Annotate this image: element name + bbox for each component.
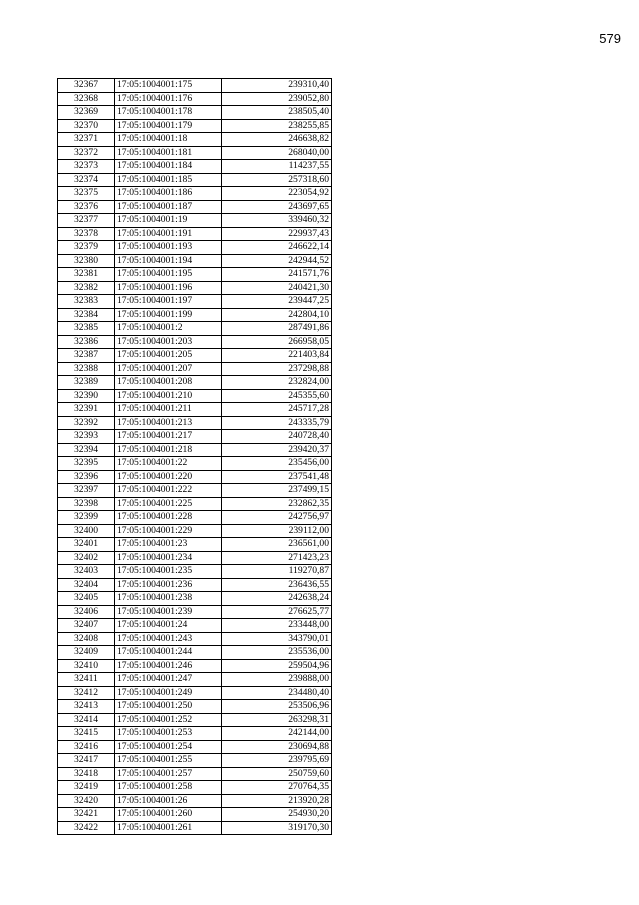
row-number-cell: 32391: [58, 403, 115, 417]
value-cell: 241571,76: [222, 268, 332, 282]
cadastral-number-cell: 17:05:1004001:238: [115, 592, 222, 606]
row-number-cell: 32377: [58, 214, 115, 228]
value-cell: 239795,69: [222, 754, 332, 768]
cadastral-number-cell: 17:05:1004001:258: [115, 781, 222, 795]
value-cell: 268040,00: [222, 146, 332, 160]
row-number-cell: 32374: [58, 173, 115, 187]
row-number-cell: 32402: [58, 551, 115, 565]
value-cell: 239052,80: [222, 92, 332, 106]
cadastral-number-cell: 17:05:1004001:261: [115, 821, 222, 835]
cadastral-number-cell: 17:05:1004001:211: [115, 403, 222, 417]
value-cell: 223054,92: [222, 187, 332, 201]
value-cell: 254930,20: [222, 808, 332, 822]
cadastral-number-cell: 17:05:1004001:24: [115, 619, 222, 633]
value-cell: 253506,96: [222, 700, 332, 714]
cadastral-number-cell: 17:05:1004001:207: [115, 362, 222, 376]
table-row: [58, 254, 332, 268]
row-number-cell: 32379: [58, 241, 115, 255]
table-row: [58, 106, 332, 120]
value-cell: 287491,86: [222, 322, 332, 336]
cadastral-number-cell: 17:05:1004001:186: [115, 187, 222, 201]
table-row: [58, 146, 332, 160]
value-cell: 232862,35: [222, 497, 332, 511]
row-number-cell: 32398: [58, 497, 115, 511]
cadastral-number-cell: 17:05:1004001:249: [115, 686, 222, 700]
value-cell: 257318,60: [222, 173, 332, 187]
cadastral-number-cell: 17:05:1004001:18: [115, 133, 222, 147]
value-cell: 235456,00: [222, 457, 332, 471]
row-number-cell: 32418: [58, 767, 115, 781]
row-number-cell: 32368: [58, 92, 115, 106]
cadastral-number-cell: 17:05:1004001:239: [115, 605, 222, 619]
table-row: [58, 740, 332, 754]
row-number-cell: 32376: [58, 200, 115, 214]
row-number-cell: 32370: [58, 119, 115, 133]
row-number-cell: 32397: [58, 484, 115, 498]
table-row: [58, 754, 332, 768]
table-row: [58, 511, 332, 525]
row-number-cell: 32371: [58, 133, 115, 147]
cadastral-number-cell: 17:05:1004001:2: [115, 322, 222, 336]
value-cell: 239112,00: [222, 524, 332, 538]
cadastral-number-cell: 17:05:1004001:197: [115, 295, 222, 309]
value-cell: 242944,52: [222, 254, 332, 268]
value-cell: 242638,24: [222, 592, 332, 606]
row-number-cell: 32381: [58, 268, 115, 282]
table-row: [58, 119, 332, 133]
cadastral-number-cell: 17:05:1004001:22: [115, 457, 222, 471]
table-row: [58, 592, 332, 606]
row-number-cell: 32403: [58, 565, 115, 579]
cadastral-number-cell: 17:05:1004001:235: [115, 565, 222, 579]
row-number-cell: 32422: [58, 821, 115, 835]
value-cell: 263298,31: [222, 713, 332, 727]
value-cell: 243335,79: [222, 416, 332, 430]
row-number-cell: 32390: [58, 389, 115, 403]
value-cell: 213920,28: [222, 794, 332, 808]
cadastral-number-cell: 17:05:1004001:187: [115, 200, 222, 214]
row-number-cell: 32411: [58, 673, 115, 687]
value-cell: 237541,48: [222, 470, 332, 484]
table-row: [58, 578, 332, 592]
table-body: [58, 79, 332, 835]
row-number-cell: 32384: [58, 308, 115, 322]
table-row: [58, 322, 332, 336]
table-row: [58, 673, 332, 687]
value-cell: 239447,25: [222, 295, 332, 309]
row-number-cell: 32388: [58, 362, 115, 376]
value-cell: 243697,65: [222, 200, 332, 214]
table-row: [58, 443, 332, 457]
row-number-cell: 32380: [58, 254, 115, 268]
table-row: [58, 794, 332, 808]
table-row: [58, 632, 332, 646]
value-cell: 242804,10: [222, 308, 332, 322]
row-number-cell: 32396: [58, 470, 115, 484]
value-cell: 270764,35: [222, 781, 332, 795]
row-number-cell: 32386: [58, 335, 115, 349]
value-cell: 230694,88: [222, 740, 332, 754]
row-number-cell: 32405: [58, 592, 115, 606]
table-row: [58, 362, 332, 376]
value-cell: 238255,85: [222, 119, 332, 133]
table-row: [58, 403, 332, 417]
value-cell: 266958,05: [222, 335, 332, 349]
cadastral-number-cell: 17:05:1004001:222: [115, 484, 222, 498]
table-row: [58, 268, 332, 282]
row-number-cell: 32378: [58, 227, 115, 241]
row-number-cell: 32367: [58, 79, 115, 93]
value-cell: 234480,40: [222, 686, 332, 700]
row-number-cell: 32414: [58, 713, 115, 727]
row-number-cell: 32387: [58, 349, 115, 363]
cadastral-number-cell: 17:05:1004001:244: [115, 646, 222, 660]
value-cell: 235536,00: [222, 646, 332, 660]
row-number-cell: 32413: [58, 700, 115, 714]
table-row: [58, 281, 332, 295]
row-number-cell: 32383: [58, 295, 115, 309]
row-number-cell: 32375: [58, 187, 115, 201]
cadastral-number-cell: 17:05:1004001:196: [115, 281, 222, 295]
cadastral-number-cell: 17:05:1004001:195: [115, 268, 222, 282]
row-number-cell: 32409: [58, 646, 115, 660]
cadastral-number-cell: 17:05:1004001:255: [115, 754, 222, 768]
table-row: [58, 416, 332, 430]
row-number-cell: 32420: [58, 794, 115, 808]
row-number-cell: 32419: [58, 781, 115, 795]
cadastral-number-cell: 17:05:1004001:243: [115, 632, 222, 646]
row-number-cell: 32395: [58, 457, 115, 471]
cadastral-number-cell: 17:05:1004001:257: [115, 767, 222, 781]
table-row: [58, 727, 332, 741]
value-cell: 343790,01: [222, 632, 332, 646]
cadastral-number-cell: 17:05:1004001:217: [115, 430, 222, 444]
table-row: [58, 457, 332, 471]
table-row: [58, 92, 332, 106]
row-number-cell: 32385: [58, 322, 115, 336]
cadastral-number-cell: 17:05:1004001:181: [115, 146, 222, 160]
cadastral-number-cell: 17:05:1004001:23: [115, 538, 222, 552]
row-number-cell: 32408: [58, 632, 115, 646]
cadastral-number-cell: 17:05:1004001:236: [115, 578, 222, 592]
table-row: [58, 619, 332, 633]
page-number: 579: [599, 31, 621, 46]
value-cell: 246622,14: [222, 241, 332, 255]
cadastral-number-cell: 17:05:1004001:218: [115, 443, 222, 457]
cadastral-number-cell: 17:05:1004001:193: [115, 241, 222, 255]
cadastral-number-cell: 17:05:1004001:199: [115, 308, 222, 322]
cadastral-number-cell: 17:05:1004001:234: [115, 551, 222, 565]
cadastral-number-cell: 17:05:1004001:178: [115, 106, 222, 120]
row-number-cell: 32401: [58, 538, 115, 552]
cadastral-number-cell: 17:05:1004001:253: [115, 727, 222, 741]
cadastral-number-cell: 17:05:1004001:210: [115, 389, 222, 403]
cadastral-number-cell: 17:05:1004001:254: [115, 740, 222, 754]
row-number-cell: 32372: [58, 146, 115, 160]
value-cell: 238505,40: [222, 106, 332, 120]
table-row: [58, 565, 332, 579]
table-row: [58, 241, 332, 255]
value-cell: 221403,84: [222, 349, 332, 363]
table-row: [58, 335, 332, 349]
table-row: [58, 214, 332, 228]
value-cell: 232824,00: [222, 376, 332, 390]
table-row: [58, 470, 332, 484]
value-cell: 259504,96: [222, 659, 332, 673]
value-cell: 245717,28: [222, 403, 332, 417]
value-cell: 242756,97: [222, 511, 332, 525]
row-number-cell: 32382: [58, 281, 115, 295]
cadastral-number-cell: 17:05:1004001:205: [115, 349, 222, 363]
data-table: [57, 78, 332, 835]
table-row: [58, 308, 332, 322]
row-number-cell: 32373: [58, 160, 115, 174]
value-cell: 119270,87: [222, 565, 332, 579]
value-cell: 242144,00: [222, 727, 332, 741]
value-cell: 239310,40: [222, 79, 332, 93]
value-cell: 246638,82: [222, 133, 332, 147]
cadastral-number-cell: 17:05:1004001:208: [115, 376, 222, 390]
row-number-cell: 32412: [58, 686, 115, 700]
table-row: [58, 430, 332, 444]
table-row: [58, 497, 332, 511]
cadastral-number-cell: 17:05:1004001:194: [115, 254, 222, 268]
value-cell: 236561,00: [222, 538, 332, 552]
row-number-cell: 32393: [58, 430, 115, 444]
cadastral-number-cell: 17:05:1004001:26: [115, 794, 222, 808]
cadastral-number-cell: 17:05:1004001:175: [115, 79, 222, 93]
row-number-cell: 32407: [58, 619, 115, 633]
value-cell: 240728,40: [222, 430, 332, 444]
row-number-cell: 32392: [58, 416, 115, 430]
cadastral-number-cell: 17:05:1004001:19: [115, 214, 222, 228]
value-cell: 339460,32: [222, 214, 332, 228]
value-cell: 114237,55: [222, 160, 332, 174]
cadastral-number-cell: 17:05:1004001:203: [115, 335, 222, 349]
table-row: [58, 133, 332, 147]
value-cell: 237499,15: [222, 484, 332, 498]
table-row: [58, 79, 332, 93]
table-row: [58, 173, 332, 187]
cadastral-number-cell: 17:05:1004001:176: [115, 92, 222, 106]
value-cell: 250759,60: [222, 767, 332, 781]
table-row: [58, 821, 332, 835]
table-row: [58, 227, 332, 241]
table-row: [58, 524, 332, 538]
value-cell: 271423,23: [222, 551, 332, 565]
table-row: [58, 349, 332, 363]
table-row: [58, 659, 332, 673]
cadastral-number-cell: 17:05:1004001:252: [115, 713, 222, 727]
row-number-cell: 32415: [58, 727, 115, 741]
table-row: [58, 200, 332, 214]
value-cell: 240421,30: [222, 281, 332, 295]
table-row: [58, 484, 332, 498]
value-cell: 236436,55: [222, 578, 332, 592]
row-number-cell: 32406: [58, 605, 115, 619]
cadastral-number-cell: 17:05:1004001:228: [115, 511, 222, 525]
table-row: [58, 160, 332, 174]
value-cell: 237298,88: [222, 362, 332, 376]
table-row: [58, 686, 332, 700]
row-number-cell: 32389: [58, 376, 115, 390]
cadastral-number-cell: 17:05:1004001:247: [115, 673, 222, 687]
table-row: [58, 376, 332, 390]
value-cell: 239888,00: [222, 673, 332, 687]
cadastral-number-cell: 17:05:1004001:184: [115, 160, 222, 174]
cadastral-number-cell: 17:05:1004001:250: [115, 700, 222, 714]
cadastral-number-cell: 17:05:1004001:220: [115, 470, 222, 484]
cadastral-number-cell: 17:05:1004001:229: [115, 524, 222, 538]
table-row: [58, 538, 332, 552]
value-cell: 239420,37: [222, 443, 332, 457]
table-row: [58, 781, 332, 795]
row-number-cell: 32394: [58, 443, 115, 457]
cadastral-number-cell: 17:05:1004001:179: [115, 119, 222, 133]
value-cell: 276625,77: [222, 605, 332, 619]
row-number-cell: 32369: [58, 106, 115, 120]
table-row: [58, 713, 332, 727]
row-number-cell: 32404: [58, 578, 115, 592]
cadastral-number-cell: 17:05:1004001:260: [115, 808, 222, 822]
cadastral-number-cell: 17:05:1004001:246: [115, 659, 222, 673]
table-row: [58, 646, 332, 660]
cadastral-number-cell: 17:05:1004001:185: [115, 173, 222, 187]
value-cell: 245355,60: [222, 389, 332, 403]
table-row: [58, 767, 332, 781]
value-cell: 319170,30: [222, 821, 332, 835]
table-row: [58, 605, 332, 619]
cadastral-number-cell: 17:05:1004001:191: [115, 227, 222, 241]
value-cell: 229937,43: [222, 227, 332, 241]
value-cell: 233448,00: [222, 619, 332, 633]
table-row: [58, 187, 332, 201]
table-row: [58, 295, 332, 309]
row-number-cell: 32410: [58, 659, 115, 673]
row-number-cell: 32417: [58, 754, 115, 768]
cadastral-number-cell: 17:05:1004001:225: [115, 497, 222, 511]
table-row: [58, 551, 332, 565]
row-number-cell: 32399: [58, 511, 115, 525]
table-row: [58, 700, 332, 714]
row-number-cell: 32400: [58, 524, 115, 538]
row-number-cell: 32421: [58, 808, 115, 822]
table-row: [58, 389, 332, 403]
row-number-cell: 32416: [58, 740, 115, 754]
table-row: [58, 808, 332, 822]
cadastral-number-cell: 17:05:1004001:213: [115, 416, 222, 430]
